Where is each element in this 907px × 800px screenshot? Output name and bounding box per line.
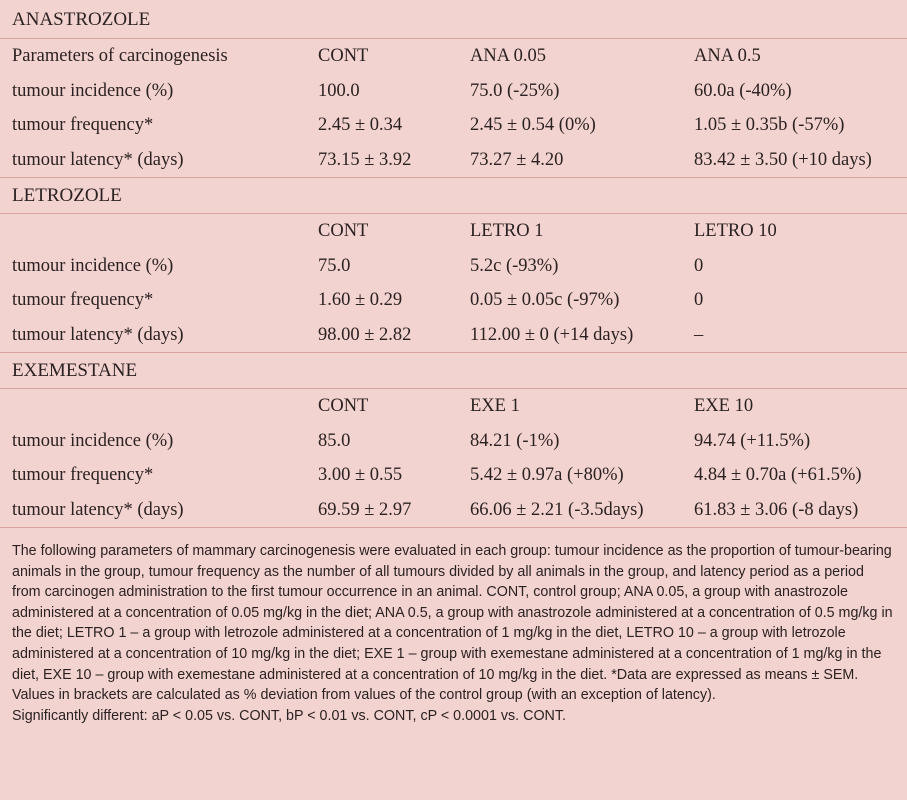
- header-cell: ANA 0.5: [694, 46, 761, 66]
- table-header-row: [0, 388, 907, 424]
- section-letrozole: [0, 177, 907, 352]
- header-cell: CONT: [318, 396, 369, 416]
- table-cell: 73.15 ± 3.92: [318, 149, 412, 170]
- header-cell: LETRO 1: [470, 221, 544, 241]
- footnote-significance: Significantly different: aP < 0.05 vs. CONT, bP < 0.01 vs. CONT, cP < 0.0001 vs. CONT.: [12, 707, 567, 724]
- table-cell: 73.27 ± 4.20: [470, 149, 564, 170]
- table-row: [0, 424, 907, 459]
- row-label: tumour incidence (%): [12, 255, 174, 276]
- table-cell: 0.05 ± 0.05c (-97%): [470, 290, 620, 310]
- header-cell: EXE 1: [470, 396, 520, 416]
- table-row: [0, 143, 907, 178]
- table-header-row: [0, 213, 907, 249]
- header-cell: [0, 214, 306, 249]
- header-cell: ANA 0.05: [470, 46, 547, 66]
- table-footnotes: [0, 527, 907, 726]
- section-title: LETROZOLE: [0, 177, 907, 213]
- table-cell: 85.0: [318, 430, 351, 451]
- row-label: tumour frequency*: [12, 115, 154, 135]
- table-row: [0, 283, 907, 318]
- section-exemestane: [0, 352, 907, 527]
- row-label: tumour incidence (%): [12, 430, 174, 451]
- header-cell: EXE 10: [694, 396, 754, 416]
- table-cell: 100.0: [318, 80, 360, 101]
- table-header-row: [0, 38, 907, 74]
- table-cell: 2.45 ± 0.54 (0%): [470, 115, 596, 135]
- header-cell: CONT: [318, 221, 369, 241]
- table-cell: 4.84 ± 0.70a (+61.5%): [694, 465, 862, 485]
- table-row: [0, 458, 907, 493]
- footnote-description: The following parameters of mammary carcinogenesis were evaluated in each group: tumour incidence as the proportion of tumour-bearing animals in the group, tumour frequency as the number of all tumours divided by all animals in the group, and latency period as a period from carcinogen administration to the first tumour occurrence in an animal. CONT, control group; ANA 0.05, a group with anastrozole administered at a concentration of 0.05 mg/kg in the diet; ANA 0.5, a group with anastrozole administered at a concentration of 0.5 mg/kg in the diet; LETRO 1 – a group with letrozole administered at a concentration of 1 mg/kg in the diet, LETRO 10 – a group with letrozole administered at a concentration of 10 mg/kg in the diet; EXE 1 – group with exemestane administered at a concentration of 1 mg/kg in the diet, EXE 10 – group with exemestane administered at a concentration of 10 mg/kg in the diet. *Data are expressed as means ± SEM. Values in brackets are calculated as % deviation from values of the control group (with an exception of latency).: [12, 543, 893, 704]
- row-label: tumour latency* (days): [12, 499, 184, 520]
- row-label: tumour incidence (%): [12, 80, 174, 101]
- section-title: EXEMESTANE: [0, 352, 907, 388]
- header-cell: Parameters of carcinogenesis: [12, 46, 228, 66]
- table-cell: 0: [694, 290, 704, 310]
- table-cell: 1.60 ± 0.29: [318, 290, 403, 310]
- table-cell: 60.0a (-40%): [694, 80, 792, 101]
- table-cell: 3.00 ± 0.55: [318, 465, 403, 485]
- table-cell: 83.42 ± 3.50 (+10 days): [694, 149, 872, 170]
- table-cell: 98.00 ± 2.82: [318, 324, 412, 345]
- table-row: [0, 108, 907, 143]
- table-cell: 5.42 ± 0.97a (+80%): [470, 465, 624, 485]
- header-cell: LETRO 10: [694, 221, 777, 241]
- table-row: [0, 318, 907, 353]
- table-cell: 5.2c (-93%): [470, 255, 559, 276]
- table-cell: 61.83 ± 3.06 (-8 days): [694, 499, 859, 520]
- table-cell: –: [694, 324, 704, 345]
- header-cell: [0, 389, 306, 424]
- table-row: [0, 493, 907, 528]
- header-cell: CONT: [318, 46, 369, 66]
- table-cell: 75.0 (-25%): [470, 80, 560, 101]
- table-row: [0, 74, 907, 109]
- table-cell: 1.05 ± 0.35b (-57%): [694, 115, 845, 135]
- row-label: tumour latency* (days): [12, 324, 184, 345]
- table-cell: 0: [694, 255, 704, 276]
- table-cell: 94.74 (+11.5%): [694, 430, 811, 451]
- section-title: ANASTROZOLE: [12, 9, 151, 30]
- table-row: [0, 249, 907, 284]
- row-label: tumour latency* (days): [12, 149, 184, 170]
- table-cell: 75.0: [318, 255, 351, 276]
- table-cell: 2.45 ± 0.34: [318, 115, 403, 135]
- row-label: tumour frequency*: [12, 290, 154, 310]
- section-anastrozole: [0, 0, 907, 177]
- table-cell: 69.59 ± 2.97: [318, 499, 412, 520]
- row-label: tumour frequency*: [12, 465, 154, 485]
- table-cell: 66.06 ± 2.21 (-3.5days): [470, 499, 644, 520]
- table-cell: 112.00 ± 0 (+14 days): [470, 324, 634, 345]
- table-cell: 84.21 (-1%): [470, 430, 560, 451]
